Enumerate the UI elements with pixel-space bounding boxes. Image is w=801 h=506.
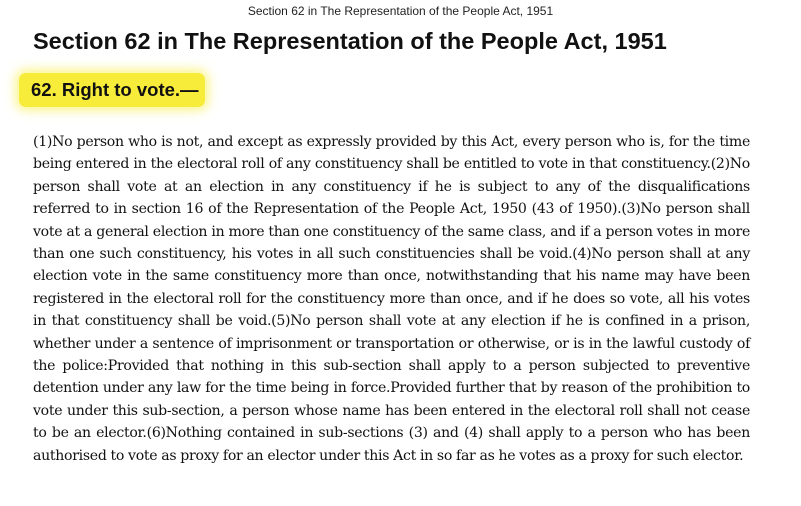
section-heading-highlight (19, 73, 205, 107)
section-heading: 62. Right to vote.— (31, 79, 199, 100)
page-title: Section 62 in The Representation of the People Act, 1951 (33, 28, 667, 54)
running-header: Section 62 in The Representation of the People Act, 1951 (247, 4, 554, 18)
section-body-text: (1)No person who is not, and except as expressly provided by this Act, every person who is, for the time being entered in the electoral roll of any constituency shall be entitled to vote in that constituency.(2)No person shall vote at an election in any constituency if he is subject to any of the disqualifications referred to in section 16 of the Representation of the People Act, 1950 (43 of 1950).(3)No person shall vote at a general election in more than one constituency of the same class, and if a person votes in more than one such constituency, his votes in all such constituencies shall be void.(4)No person shall at any election vote in the same constituency more than once, notwithstanding that his name may have been registered in the electoral roll for the constituency more than once, and if he does so vote, all his votes in that constituency shall be void.(5)No person shall vote at any election if he is confined in a prison, whether under a sentence of imprisonment or transportation or otherwise, or is in the lawful custody of the police:Provided that nothing in this sub-section shall apply to a person subjected to preventive detention under any law for the time being in force.Provided further that by reason of the prohibition to vote under this sub-section, a person whose name has been entered in the electoral roll shall not cease to be an elector.(6)Nothing contained in sub-sections (3) and (4) shall apply to a person who has been authorised to vote as proxy for an elector under this Act in so far as he votes as a proxy for such elector. (33, 134, 750, 464)
